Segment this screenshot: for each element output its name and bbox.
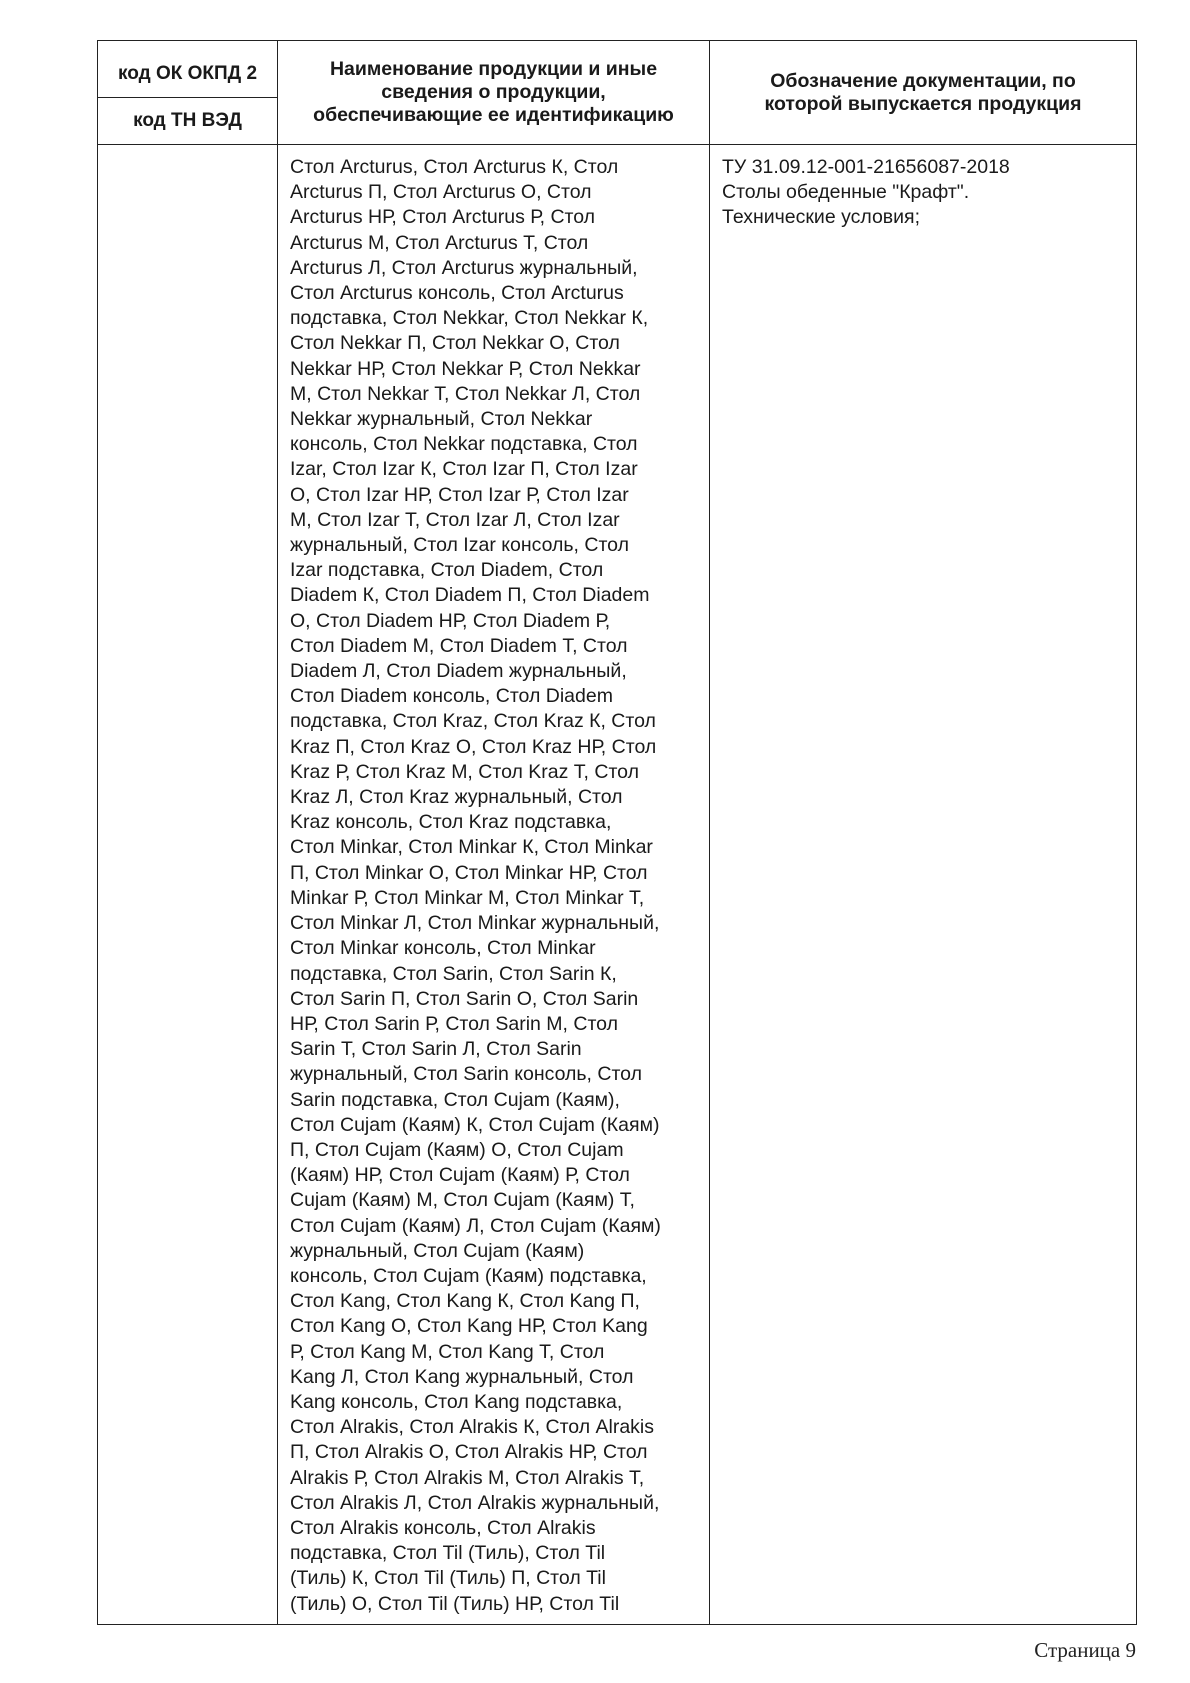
product-text-line: подставка, Стол Til (Тиль), Стол Til (290, 1542, 606, 1565)
product-text-line: (Тиль) О, Стол Til (Тиль) НР, Стол Til (290, 1592, 620, 1615)
product-text-line: Kraz Л, Стол Kraz журнальный, Стол (290, 786, 623, 809)
product-text-line: Стол Cujam (Каям) Л, Стол Cujam (Каям) (290, 1214, 661, 1237)
product-text-line: Izar, Стол Izar К, Стол Izar П, Стол Izar (290, 458, 638, 481)
body-row (98, 145, 1137, 1625)
doc-text-line: ТУ 31.09.12-001-21656087-2018 (722, 156, 1010, 178)
product-text-line: М, Стол Nekkar Т, Стол Nekkar Л, Стол (290, 382, 641, 405)
product-text-line: консоль, Стол Nekkar подставка, Стол (290, 433, 638, 456)
product-text-line: П, Стол Alrakis О, Стол Alrakis НР, Стол (290, 1441, 648, 1464)
product-text-line: Kraz консоль, Стол Kraz подставка, (290, 811, 612, 834)
product-text-line: Стол Arcturus консоль, Стол Arcturus (290, 282, 624, 305)
header-code-okpd: код ОК ОКПД 2 (98, 41, 278, 98)
product-text-line: подставка, Стол Kraz, Стол Kraz К, Стол (290, 710, 656, 733)
product-text-line: Стол Diadem М, Стол Diadem Т, Стол (290, 634, 628, 657)
product-text-line: Стол Minkar, Стол Minkar К, Стол Minkar (290, 836, 653, 859)
product-text-line: (Каям) НР, Стол Cujam (Каям) Р, Стол (290, 1164, 630, 1187)
product-text-line: Стол Cujam (Каям) К, Стол Cujam (Каям) (290, 1113, 660, 1136)
product-text-line: Стол Arcturus, Стол Arcturus К, Стол (290, 156, 619, 178)
product-text-line: Kraz Р, Стол Kraz М, Стол Kraz Т, Стол (290, 760, 639, 783)
product-text-line: О, Стол Izar НР, Стол Izar Р, Стол Izar (290, 483, 629, 506)
header-product-name (278, 41, 710, 145)
header-documentation (710, 41, 1137, 145)
product-text-line: Nekkar журнальный, Стол Nekkar (290, 408, 593, 431)
product-text-line: журнальный, Стол Cujam (Каям) (290, 1239, 585, 1262)
product-text-line: Kang Л, Стол Kang журнальный, Стол (290, 1365, 634, 1388)
product-text-line: Р, Стол Kang М, Стол Kang Т, Стол (290, 1340, 605, 1363)
product-text-line: П, Стол Minkar О, Стол Minkar НР, Стол (290, 861, 648, 884)
product-text-line: Kang консоль, Стол Kang подставка, (290, 1390, 623, 1413)
product-text-line: Kraz П, Стол Kraz О, Стол Kraz НР, Стол (290, 735, 657, 758)
product-text-line: Arcturus П, Стол Arcturus О, Стол (290, 181, 592, 204)
product-text-line: Sarin Т, Стол Sarin Л, Стол Sarin (290, 1038, 582, 1061)
header-name-line: сведения о продукции, (381, 81, 606, 103)
product-text-line: О, Стол Diadem НР, Стол Diadem Р, (290, 609, 611, 632)
body-doc-cell (710, 145, 1137, 1625)
product-text-line: Стол Minkar консоль, Стол Minkar (290, 937, 596, 960)
product-text-line: Arcturus М, Стол Arcturus Т, Стол (290, 231, 589, 254)
header-doc-line: которой выпускается продукция (764, 92, 1082, 115)
header-name-line: Наименование продукции и иные (329, 58, 658, 80)
product-text-line: Стол Kang, Стол Kang К, Стол Kang П, (290, 1290, 640, 1313)
product-text-line: НР, Стол Sarin Р, Стол Sarin М, Стол (290, 1012, 618, 1035)
product-text-line: Arcturus НР, Стол Arcturus Р, Стол (290, 206, 596, 229)
product-text-line: Minkar Р, Стол Minkar М, Стол Minkar Т, (290, 886, 645, 909)
body-code-cell (98, 145, 278, 1625)
product-text-line: консоль, Стол Cujam (Каям) подставка, (290, 1264, 647, 1287)
product-text-line: Nekkar НР, Стол Nekkar Р, Стол Nekkar (290, 357, 641, 380)
header-doc-line: Обозначение документации, по (770, 69, 1076, 92)
product-text-line: Alrakis Р, Стол Alrakis М, Стол Alrakis Т, (290, 1466, 645, 1489)
body-product-cell (278, 145, 710, 1625)
header-code-tnved: код ТН ВЭД (98, 98, 278, 145)
product-text-line: Стол Diadem консоль, Стол Diadem (290, 685, 613, 708)
page-number: Страница 9 (1034, 1638, 1136, 1662)
product-text-line: Стол Alrakis консоль, Стол Alrakis (290, 1516, 596, 1539)
doc-text-line: Технические условия; (722, 206, 921, 229)
product-text-line: журнальный, Стол Izar консоль, Стол (290, 534, 629, 557)
product-text-line: П, Стол Cujam (Каям) О, Стол Cujam (290, 1138, 624, 1161)
product-text-line: подставка, Стол Sarin, Стол Sarin К, (290, 962, 617, 985)
header-name-line: обеспечивающие ее идентификацию (313, 104, 674, 126)
product-text-line: Стол Kang О, Стол Kang НР, Стол Kang (290, 1315, 648, 1338)
header-row-1 (98, 41, 1137, 98)
product-text-line: Izar подставка, Стол Diadem, Стол (290, 559, 604, 582)
product-text-line: подставка, Стол Nekkar, Стол Nekkar К, (290, 307, 649, 330)
product-text-line: Стол Alrakis Л, Стол Alrakis журнальный, (290, 1491, 660, 1514)
product-text-line: Cujam (Каям) М, Стол Cujam (Каям) Т, (290, 1189, 635, 1212)
product-text-line: Arcturus Л, Стол Arcturus журнальный, (290, 256, 638, 279)
product-text-line: журнальный, Стол Sarin консоль, Стол (290, 1063, 642, 1086)
product-text-line: Стол Nekkar П, Стол Nekkar О, Стол (290, 332, 620, 355)
doc-text-line: Столы обеденные "Крафт". (722, 181, 970, 204)
product-text-line: М, Стол Izar Т, Стол Izar Л, Стол Izar (290, 508, 620, 531)
product-table (97, 40, 1137, 1625)
product-text-line: Diadem К, Стол Diadem П, Стол Diadem (290, 584, 650, 607)
product-text-line: Diadem Л, Стол Diadem журнальный, (290, 660, 627, 683)
product-text-line: Стол Sarin П, Стол Sarin О, Стол Sarin (290, 987, 639, 1010)
product-text-line: Стол Alrakis, Стол Alrakis К, Стол Alrakis (290, 1416, 654, 1439)
product-text-line: (Тиль) К, Стол Til (Тиль) П, Стол Til (290, 1567, 606, 1590)
product-text-line: Sarin подставка, Стол Cujam (Каям), (290, 1088, 620, 1111)
product-text-line: Стол Minkar Л, Стол Minkar журнальный, (290, 912, 660, 935)
